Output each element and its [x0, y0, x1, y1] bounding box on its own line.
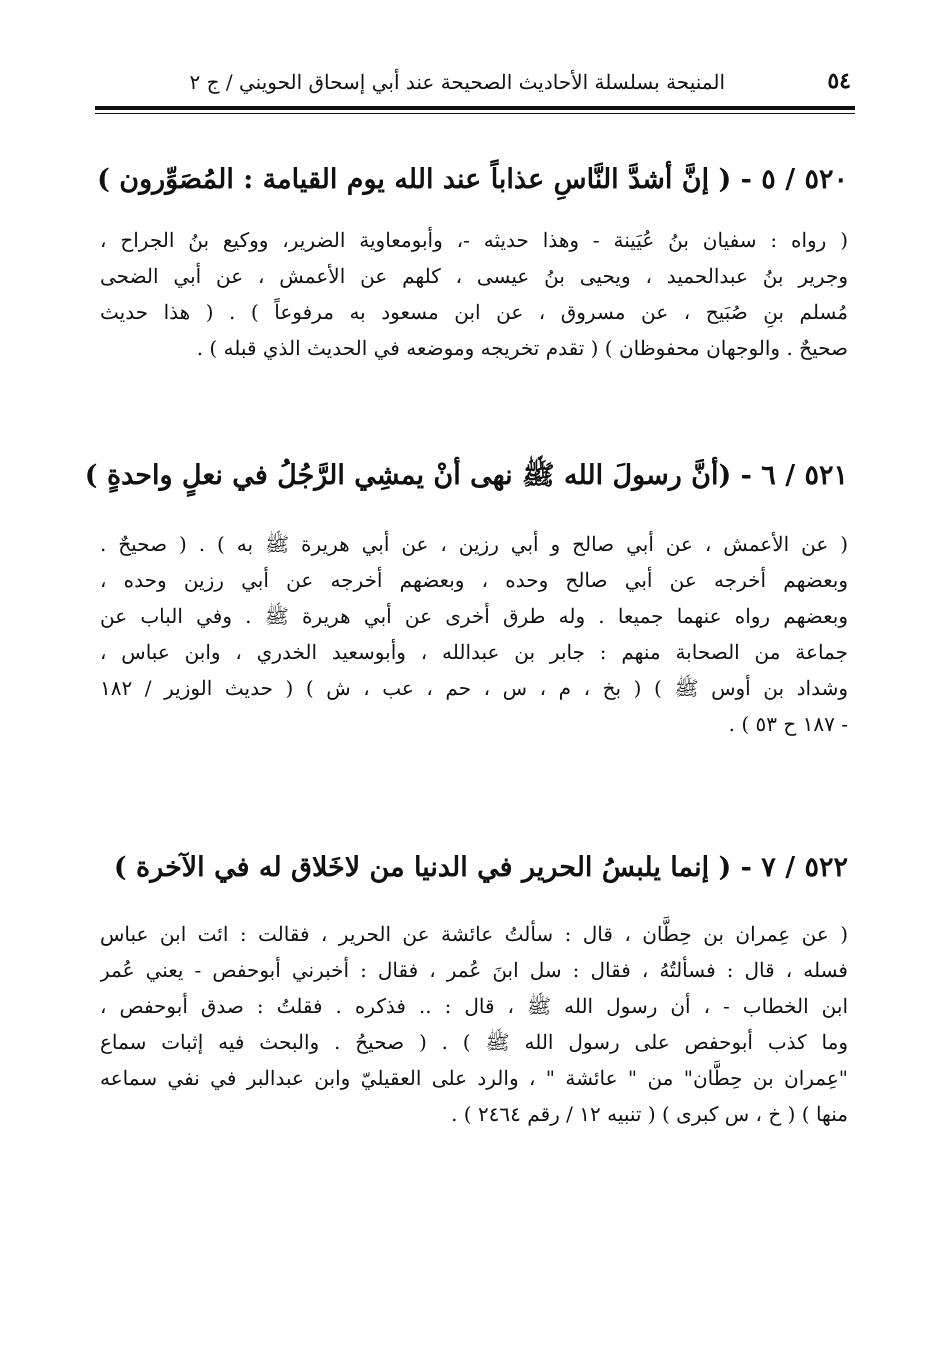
page-number: ٥٤ — [827, 68, 851, 94]
commentary-line: وما كذب أبوحفص على رسول الله ﷺ ) . ( صحيحُ . والبحث فيه إثبات سماع — [100, 1030, 848, 1054]
commentary-line: منها ) ( خ ، س كبرى ) ( تنبيه ١٢ / رقم ٢٤٦٤ ) . — [451, 1102, 848, 1126]
hadith-commentary — [100, 222, 848, 366]
commentary-line: مُسلم بنِ صُبَيح ، عن مسروق ، عن ابن مسعود به مرفوعاً ) . ( هذا حديث — [100, 300, 848, 324]
header-rule-thin — [95, 113, 855, 114]
hadith-heading: ٥٢٠ / ٥ - ( إنَّ أشدَّ النَّاسِ عذاباً عند الله يوم القيامة : المُصَوِّرون ) — [97, 164, 848, 195]
commentary-line: فسله ، قال : فسألتُهُ ، فقال : سل ابنَ عُمر ، فقال : أخبرني أبوحفص - يعني عُمر — [100, 958, 848, 982]
commentary-line: وجرير بنُ عبدالحميد ، ويحيى بنُ عيسى ، كلهم عن الأعمش ، عن أبي الضحى — [100, 264, 848, 288]
commentary-line: وشداد بن أوس ﷺ ) ( بخ ، م ، س ، حم ، عب ، ش ) ( حديث الوزير / ١٨٢ — [100, 676, 848, 700]
commentary-line: ( عن الأعمش ، عن أبي صالح و أبي رزين ، عن أبي هريرة ﷺ به ) . ( صحيحٌ . — [100, 532, 848, 556]
hadith-commentary — [100, 526, 848, 742]
commentary-line: "عِمران بن حِطَّان" من " عائشة " ، والرد على العقيليّ وابن عبدالبر في نفي سماعه — [100, 1066, 848, 1090]
commentary-line: جماعة من الصحابة منهم : جابر بن عبدالله ، وأبوسعيد الخدري ، وابن عباس ، — [100, 640, 848, 664]
header-title: المنيحة بسلسلة الأحاديث الصحيحة عند أبي إسحاق الحويني / ج ٢ — [189, 70, 725, 94]
running-header — [95, 62, 855, 102]
hadith-522 — [100, 848, 848, 1132]
commentary-line: وبعضهم أخرجه عن أبي صالح وحده ، وبعضهم أخرجه عن أبي رزين وحده ، — [100, 568, 848, 592]
hadith-521 — [84, 456, 848, 742]
commentary-line: ابن الخطاب - ، أن رسول الله ﷺ ، قال : .. فذكره . فقلتُ : صدق أبوحفص ، — [100, 994, 848, 1018]
hadith-heading: ٥٢١ / ٦ - (أنَّ رسولَ الله ﷺ نهى أنْ يمشِي الرَّجُلُ في نعلٍ واحدةٍ ) — [84, 460, 848, 491]
commentary-line: وبعضهم رواه عنهما جميعا . وله طرق أخرى عن أبي هريرة ﷺ . وفي الباب عن — [100, 604, 848, 628]
hadith-heading: ٥٢٢ / ٧ - ( إنما يلبسُ الحرير في الدنيا من لاخَلاق له في الآخرة ) — [113, 852, 848, 883]
header-rule-thick — [95, 106, 855, 110]
commentary-line: - ١٨٧ ح ٥٣ ) . — [728, 712, 848, 736]
hadith-commentary — [100, 916, 848, 1132]
hadith-520 — [97, 160, 848, 366]
commentary-line: ( رواه : سفيان بنُ عُيَينة - وهذا حديثه -، وأبومعاوية الضرير، ووكيع بنُ الجراح ، — [100, 228, 848, 252]
commentary-line: صحيحٌ . والوجهان محفوظان ) ( تقدم تخريجه وموضعه في الحديث الذي قبله ) . — [196, 336, 848, 360]
commentary-line: ( عن عِمران بن حِطَّان ، قال : سألتُ عائشة عن الحرير ، فقالت : ائت ابن عباس — [100, 922, 848, 946]
